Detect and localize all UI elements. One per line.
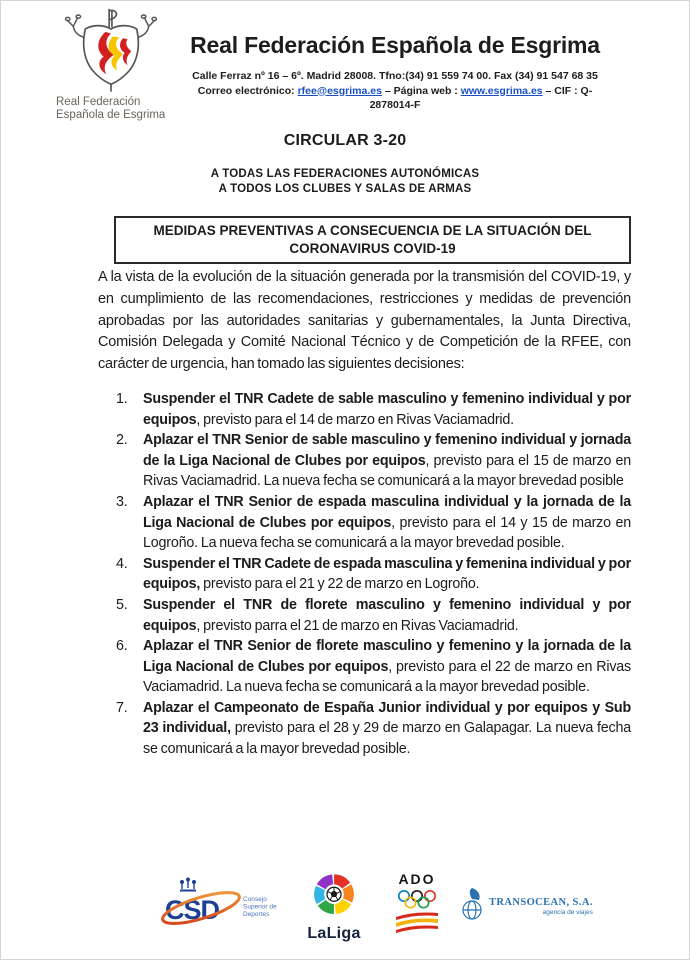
csd-acronym: CSD: [165, 895, 220, 925]
csd-caption-line2: Superior de: [243, 903, 277, 911]
item-number: 5.: [116, 596, 128, 613]
subject-box: MEDIDAS PREVENTIVAS A CONSECUENCIA DE LA SITUACIÓN DEL CORONAVIRUS COVID-19: [114, 216, 631, 264]
web-label: – Página web :: [381, 84, 461, 97]
csd-crown-swoosh-icon: [159, 877, 281, 933]
list-item: [114, 389, 631, 430]
item-number: 7.: [116, 699, 128, 716]
sponsor-logos: [1, 863, 689, 953]
list-item: [114, 636, 631, 698]
item-number: 2.: [116, 432, 128, 449]
list-item: [114, 554, 631, 595]
csd-logo: [159, 877, 281, 938]
csd-caption-line3: Deportes: [243, 911, 270, 918]
transocean-logo: [459, 887, 593, 923]
ado-wordmark: ADO: [398, 871, 436, 887]
transocean-name: TRANSOCEAN, S.A.: [489, 897, 593, 908]
transocean-text: [489, 897, 593, 916]
laliga-pinwheel-icon: [306, 871, 362, 919]
logo-caption-line2: Española de Esgrima: [56, 109, 166, 121]
ado-logo: [391, 871, 443, 934]
logo-caption: [41, 96, 183, 122]
decisions-list: [114, 389, 631, 760]
addressees: [1, 167, 689, 196]
address-line: Calle Ferraz nº 16 – 6º. Madrid 28008. Tfno:(34) 91 559 74 00. Fax (34) 91 547 68 35: [192, 70, 598, 82]
list-item: [114, 698, 631, 760]
item-regular-text: , previsto para el 22 de marzo en Rivas Vaciamadrid. La nueva fecha se comunicará a la mayor brevedad posible.: [143, 658, 632, 696]
csd-caption-line1: Consejo: [243, 896, 267, 903]
website-link[interactable]: www.esgrima.es: [460, 84, 543, 97]
item-bold-text: Suspender el TNR Cadete de espada masculina y femenina individual y por equipos,: [143, 555, 631, 593]
intro-paragraph: A la vista de la evolución de la situación generada por la transmisión del COVID-19, y en cumplimiento de las recomendaciones, restricciones y medidas de prevención aprobadas por las autoridades sanitarias y gubernamentales, la Junta Directiva, Comisión Delegada y Comité Nacional Técnico y de Competición de la RFEE, con carácter de urgencia, han tomado las siguientes decisiones:: [98, 269, 631, 373]
item-bold-text: Suspender el TNR Cadete de sable masculino y femenino individual y por equipos: [143, 390, 631, 428]
list-item: [114, 595, 631, 636]
email-label: Correo electrónico:: [197, 84, 298, 97]
email-link[interactable]: rfee@esgrima.es: [297, 84, 382, 97]
item-bold-text: Aplazar el TNR Senior de espada masculina individual y la jornada de la Liga Nacional de Clubes por equipos: [143, 493, 631, 531]
item-regular-text: , previsto para el 14 de marzo en Rivas Vaciamadrid.: [196, 411, 514, 428]
item-number: 3.: [116, 493, 128, 510]
logo-caption-line1: Real Federación: [56, 96, 141, 108]
document-body: [98, 267, 631, 760]
list-item: [114, 492, 631, 554]
item-bold-text: Aplazar el TNR Senior de florete masculino y femenino y la jornada de la Liga Nacional de Clubes por equipos: [143, 638, 631, 675]
item-regular-text: previsto para el 21 y 22 de marzo en Logroño.: [200, 576, 480, 593]
circular-number-title: CIRCULAR 3-20: [283, 132, 407, 149]
item-regular-text: , previsto para el 14 y 15 de marzo en Logroño. La nueva fecha se comunicará a la mayor brevedad posible.: [143, 514, 631, 552]
item-regular-text: previsto para el 28 y 29 de marzo en Galapagar. La nueva fecha se comunicará a la mayor brevedad posible.: [143, 720, 631, 758]
addressee-line2: A TODOS LOS CLUBES Y SALAS DE ARMAS: [218, 182, 472, 195]
list-item: [114, 430, 631, 492]
rfee-shield-logo: [41, 7, 183, 122]
item-regular-text: , previsto parra el 21 de marzo en Rivas Vaciamadrid.: [196, 617, 519, 634]
laliga-wordmark: LaLiga: [307, 925, 361, 942]
spain-flag-stripes-icon: [394, 910, 440, 934]
organization-title: Real Federación Española de Esgrima: [190, 32, 600, 58]
item-number: 1.: [116, 390, 128, 407]
fencing-shield-icon: [51, 7, 171, 99]
transocean-tagline: agencia de viajes: [542, 909, 593, 916]
contact-line: [179, 84, 611, 113]
letterhead-text: [179, 32, 611, 113]
item-bold-text: Suspender el TNR de florete masculino y femenino individual y por equipos: [143, 596, 631, 634]
transocean-globe-icon: [459, 887, 486, 923]
item-bold-text: Aplazar el Campeonato de España Junior individual y por equipos y Sub 23 individual,: [143, 699, 631, 737]
olympic-rings-icon: [395, 889, 439, 910]
addressee-line1: A TODAS LAS FEDERACIONES AUTONÓMICAS: [210, 168, 480, 180]
item-bold-text: Aplazar el TNR Senior de sable masculino y femenino individual y jornada de la Liga Nacional de Clubes por equipos: [143, 432, 631, 469]
laliga-logo: [295, 871, 373, 943]
cif-text: – CIF : Q-2878014-F: [369, 84, 593, 111]
item-regular-text: , previsto para el 15 de marzo en Rivas Vaciamadrid. La nueva fecha se comunicará a la mayor brevedad posible: [143, 452, 631, 490]
item-number: 4.: [116, 555, 128, 572]
item-number: 6.: [116, 638, 128, 655]
